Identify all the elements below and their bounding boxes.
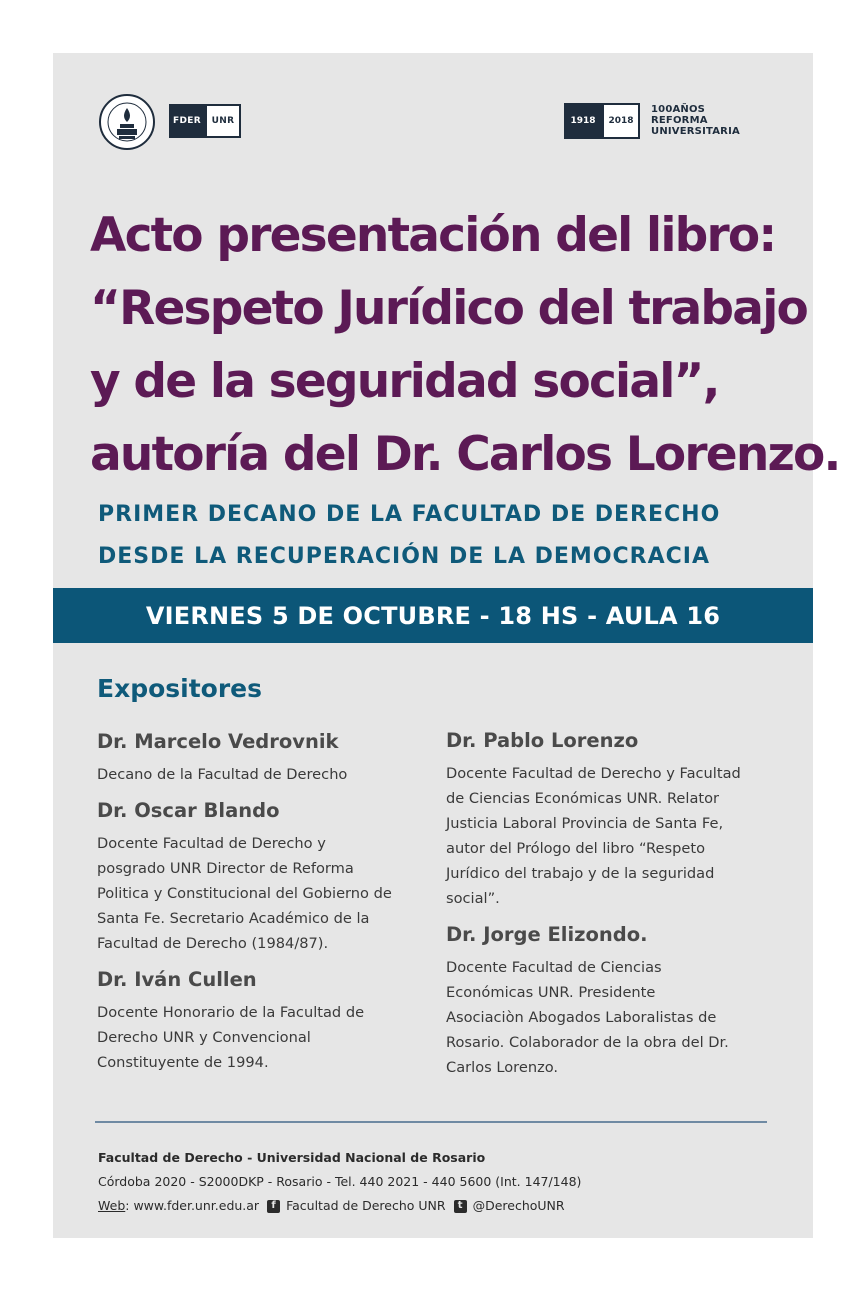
speaker-name: Dr. Oscar Blando <box>97 799 280 822</box>
speakers-right-column <box>446 727 776 1090</box>
title-line: autoría del Dr. Carlos Lorenzo. <box>90 427 840 482</box>
event-title <box>90 199 840 491</box>
web-url[interactable]: : www.fder.unr.edu.ar <box>125 1198 260 1213</box>
title-line: y de la seguridad social”, <box>90 354 719 409</box>
event-subtitle <box>98 494 798 578</box>
footer-institution: Facultad de Derecho - Universidad Nacional de Rosario <box>98 1150 486 1165</box>
footer-address: Córdoba 2020 - S2000DKP - Rosario - Tel. 440 2021 - 440 5600 (Int. 147/148) <box>98 1174 582 1189</box>
facebook-icon: f <box>267 1200 280 1213</box>
speaker-desc: Docente Facultad de Ciencias Económicas UNR. Presidente Asociaciòn Abogados Laboralistas de Rosario. Colaborador de la obra del Dr. Carlos Lorenzo. <box>446 959 729 1076</box>
subtitle-line: PRIMER DECANO DE LA FACULTAD DE DERECHO <box>98 502 721 527</box>
footer-contact-row <box>98 1194 581 1218</box>
fder-unr-logo <box>169 104 241 138</box>
speaker-desc: Decano de la Facultad de Derecho <box>97 766 348 783</box>
year-end: 2018 <box>602 103 640 139</box>
speakers-left-column <box>97 728 427 1085</box>
twitter-icon: t <box>454 1200 467 1213</box>
footer <box>98 1146 581 1218</box>
twitter-link[interactable]: @DerechoUNR <box>472 1198 565 1213</box>
centenary-years-logo <box>564 103 640 139</box>
unr-seal-logo <box>99 94 155 150</box>
web-label: Web <box>98 1198 126 1213</box>
speaker-name: Dr. Pablo Lorenzo <box>446 729 639 752</box>
year-start: 1918 <box>564 103 602 139</box>
speaker <box>446 727 776 911</box>
speaker-name: Dr. Jorge Elizondo. <box>446 923 648 946</box>
reforma-universitaria-label: 100AÑOS REFORMA UNIVERSITARIA <box>651 104 740 137</box>
poster <box>53 53 840 1238</box>
speaker <box>446 921 776 1080</box>
expositores-heading: Expositores <box>97 674 263 703</box>
speaker-name: Dr. Marcelo Vedrovnik <box>97 730 339 753</box>
fder-label: FDER <box>169 104 205 138</box>
speaker <box>97 797 427 956</box>
date-band: VIERNES 5 DE OCTUBRE - 18 HS - AULA 16 <box>53 588 813 643</box>
speaker-name: Dr. Iván Cullen <box>97 968 257 991</box>
title-line: “Respeto Jurídico del trabajo <box>90 281 807 336</box>
speaker-desc: Docente Honorario de la Facultad de Derecho UNR y Convencional Constituyente de 1994. <box>97 1004 365 1071</box>
title-line: Acto presentación del libro: <box>90 208 776 263</box>
facebook-link[interactable]: Facultad de Derecho UNR <box>286 1198 446 1213</box>
speaker-desc: Docente Facultad de Derecho y posgrado UNR Director de Reforma Politica y Constitucional del Gobierno de Santa Fe. Secretario Académico de la Facultad de Derecho (1984/87). <box>97 835 392 952</box>
footer-divider <box>95 1121 767 1123</box>
speaker <box>97 728 427 787</box>
speaker-desc: Docente Facultad de Derecho y Facultad de Ciencias Económicas UNR. Relator Justicia Laboral Provincia de Santa Fe, autor del Prólogo del libro “Respeto Jurídico del trabajo y de la seguridad social”. <box>446 765 741 907</box>
subtitle-line: DESDE LA RECUPERACIÓN DE LA DEMOCRACIA <box>98 544 710 569</box>
speaker <box>97 966 427 1075</box>
unr-label: UNR <box>205 104 241 138</box>
